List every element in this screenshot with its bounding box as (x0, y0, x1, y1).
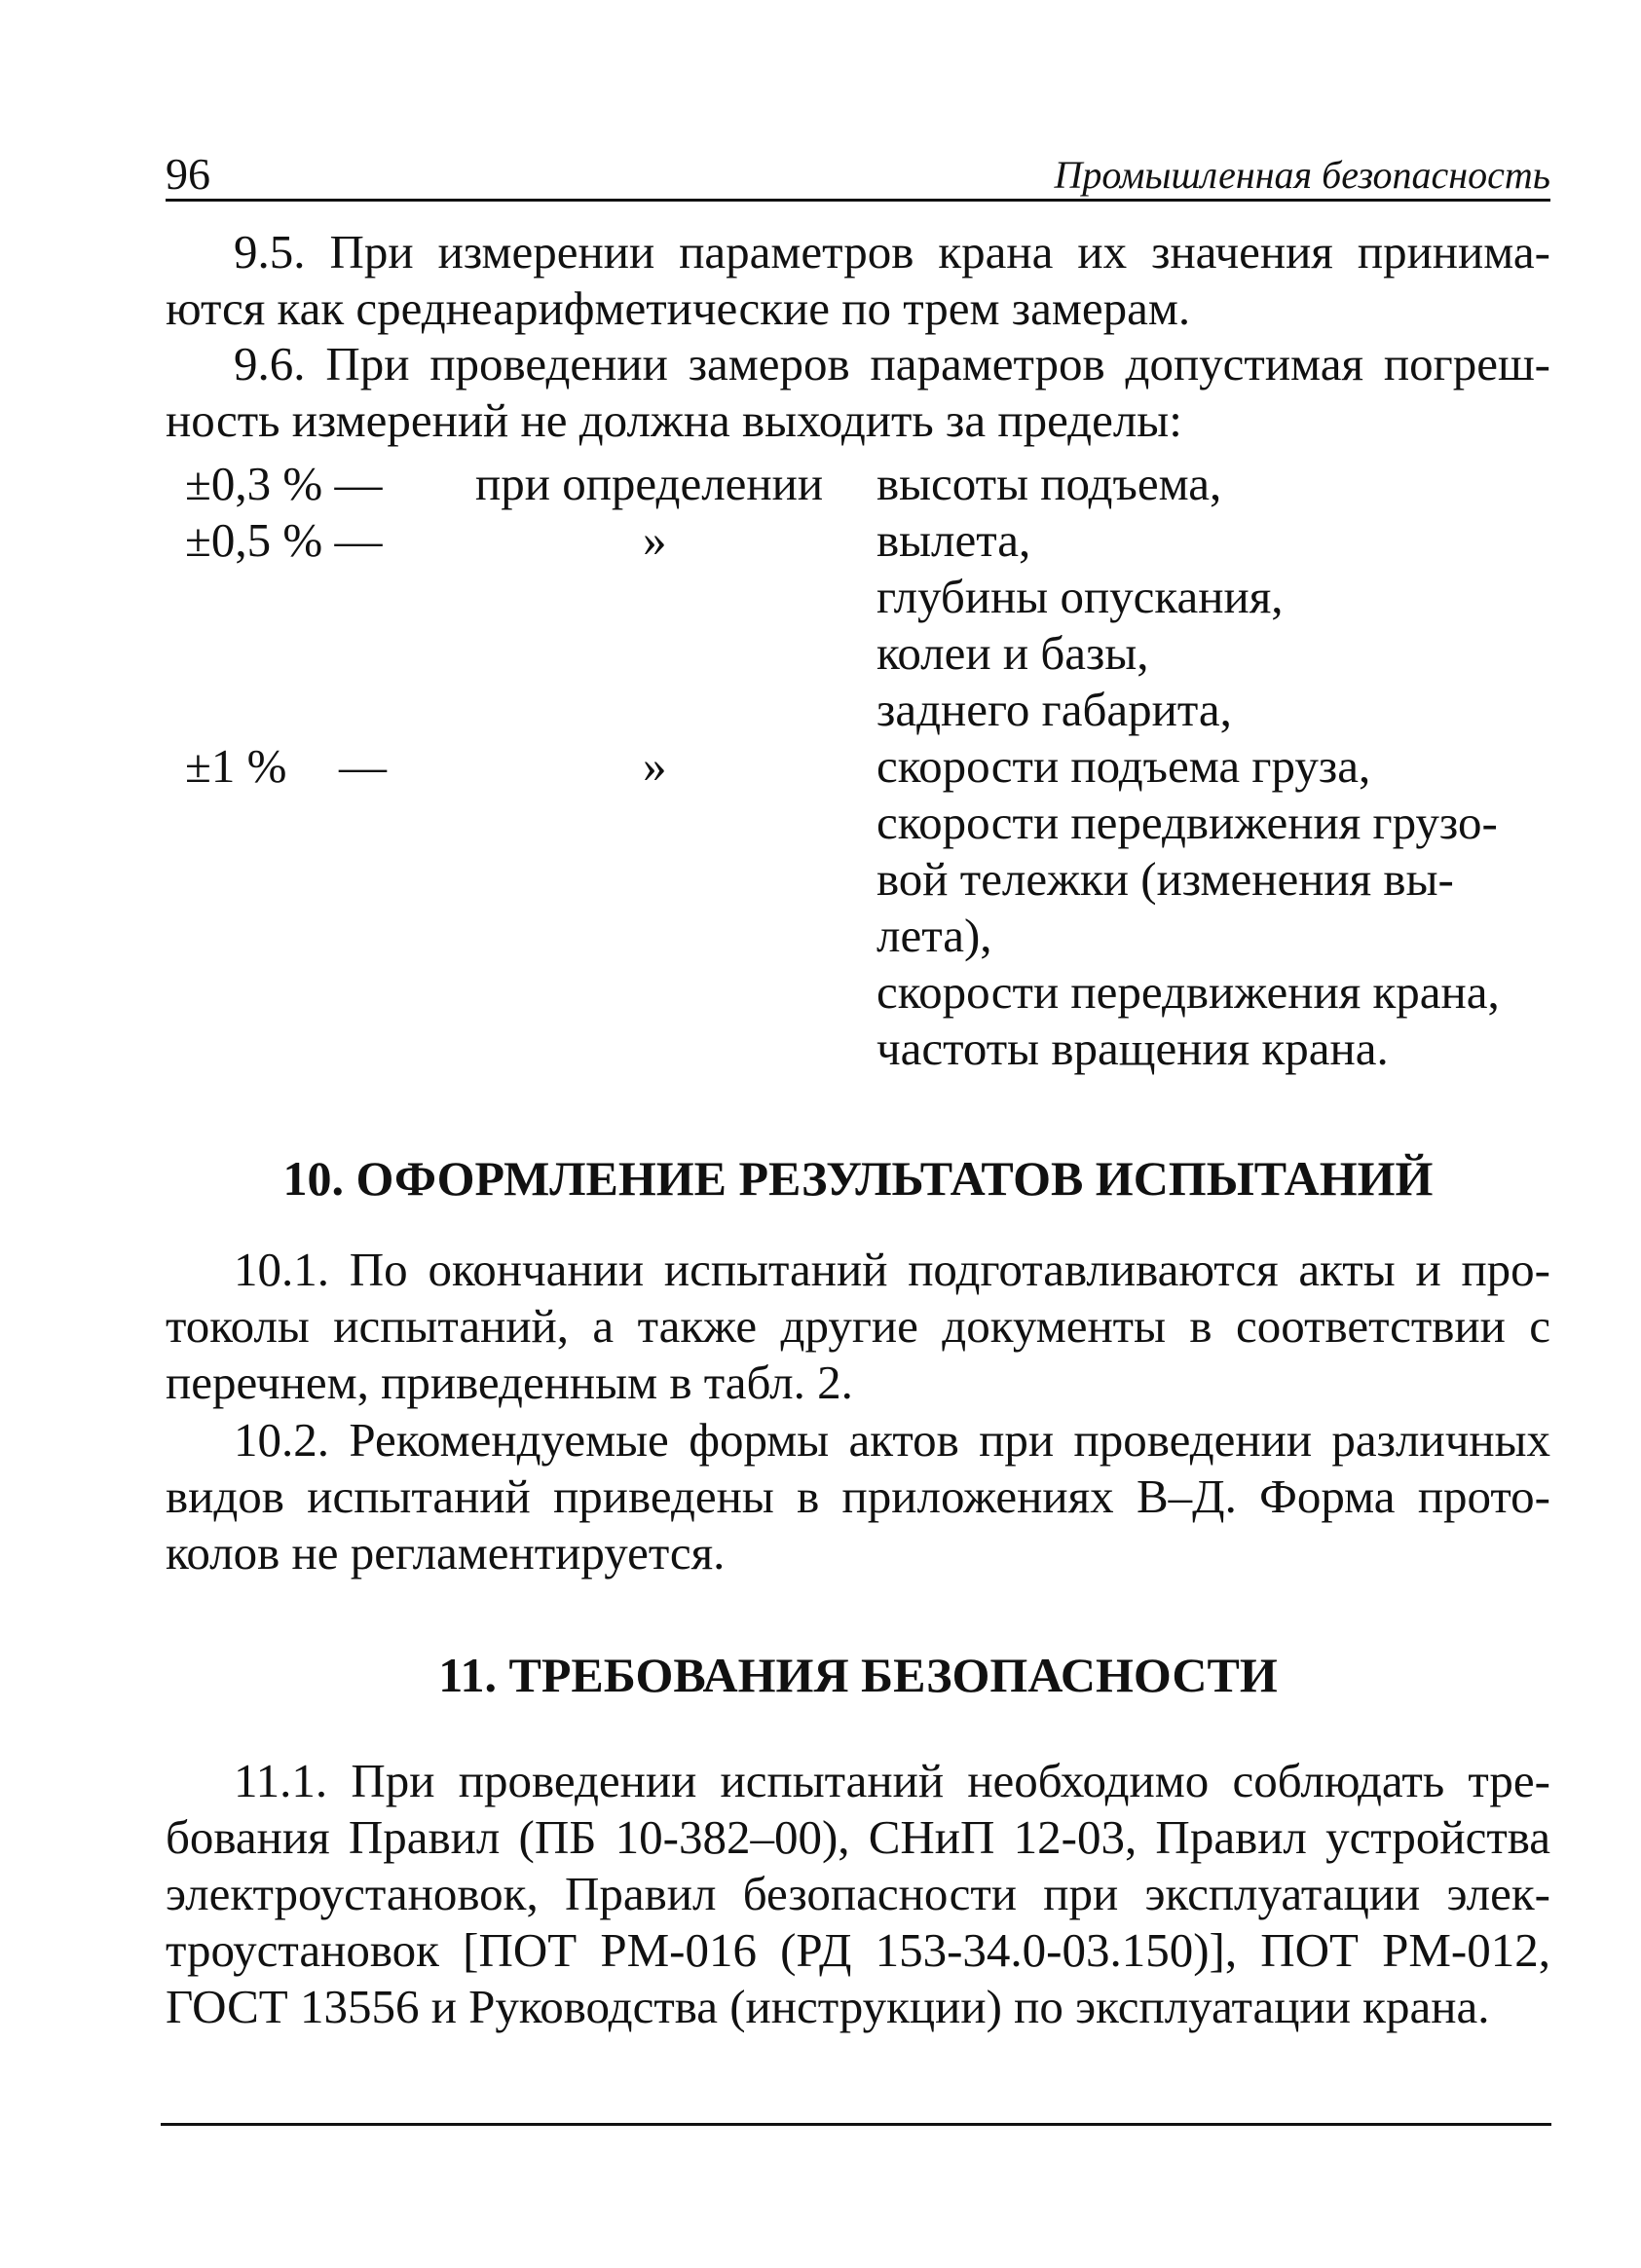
paragraph-line: ГОСТ 13556 и Руководства (инструкции) по эксплуатации крана. (166, 1980, 1490, 2033)
paragraph-11-1 (166, 1753, 1550, 2035)
tolerance-item: частоты вращения крана. (876, 1022, 1389, 1075)
section-10-title: 10. ОФОРМЛЕНИЕ РЕЗУЛЬТАТОВ ИСПЫТАНИЙ (282, 1151, 1434, 1206)
tolerance-row (166, 964, 1550, 1021)
tolerance-value: ±0,3 % — (185, 457, 383, 510)
tolerance-row (166, 908, 1550, 964)
paragraph-line: бования Правил (ПБ 10-382–00), СНиП 12-03, Правил устройства (166, 1810, 1550, 1864)
paragraph-line: перечнем, приведенным в табл. 2. (166, 1356, 853, 1409)
paragraph-9-6 (166, 336, 1550, 449)
tolerance-item: вылета, (876, 513, 1031, 567)
tolerance-item: высоты подъема, (876, 457, 1222, 510)
paragraph-line: 11.1. При проведении испытаний необходимо соблюдать тре- (234, 1754, 1550, 1807)
tolerance-row (166, 625, 1550, 682)
tolerance-row (166, 738, 1550, 795)
footer-rule (161, 2123, 1551, 2126)
page-number: 96 (166, 149, 210, 199)
tolerance-item: вой тележки (изменения вы- (876, 852, 1454, 906)
tolerance-item: глубины опускания, (876, 570, 1284, 623)
tolerance-item: скорости передвижения грузо- (876, 796, 1498, 849)
tolerance-item: колеи и базы, (876, 626, 1149, 680)
tolerance-value: ±1 % (185, 739, 287, 793)
paragraph-line: видов испытаний приведены в приложениях В–Д. Форма прото- (166, 1469, 1550, 1523)
paragraph-line: ются как среднеарифметические по трем замерам. (166, 281, 1191, 335)
paragraph-line: колов не регламентируется. (166, 1526, 726, 1580)
paragraph-10-1 (166, 1242, 1550, 1411)
paragraph-line: токолы испытаний, а также другие документы в соответствии с (166, 1299, 1550, 1353)
page-header (166, 140, 1550, 202)
paragraph-line: 9.5. При измерении параметров крана их значения принима- (234, 225, 1550, 279)
paragraph-line: ность измерений не должна выходить за пределы: (166, 393, 1182, 447)
section-11-title: 11. ТРЕБОВАНИЯ БЕЗОПАСНОСТИ (438, 1648, 1278, 1702)
paragraph-line: троустановок [ПОТ РМ-016 (РД 153-34.0-03.150)], ПОТ РМ-012, (166, 1923, 1550, 1977)
tolerance-row (166, 456, 1550, 512)
tolerance-row (166, 569, 1550, 625)
tolerance-row (166, 512, 1550, 569)
tolerance-row (166, 682, 1550, 738)
tolerance-item: заднего габарита, (876, 683, 1232, 736)
tolerance-condition: при определении (475, 457, 824, 510)
tolerance-value: ±0,5 % — (185, 513, 383, 567)
tolerance-dash: — (339, 739, 387, 793)
tolerance-item: лета), (876, 909, 992, 962)
paragraph-line: электроустановок, Правил безопасности при эксплуатации элек- (166, 1867, 1550, 1920)
tolerance-item: скорости передвижения крана, (876, 965, 1500, 1019)
paragraph-10-2 (166, 1412, 1550, 1581)
paragraph-9-5 (166, 224, 1550, 337)
tolerance-row (166, 795, 1550, 851)
tolerance-row (166, 1021, 1550, 1077)
paragraph-line: 10.2. Рекомендуемые формы актов при проведении различных (234, 1413, 1550, 1467)
paragraph-line: 10.1. По окончании испытаний подготавливаются акты и про- (234, 1243, 1550, 1296)
tolerance-item: скорости подъема груза, (876, 739, 1371, 793)
tolerance-row (166, 851, 1550, 908)
paragraph-line: 9.6. При проведении замеров параметров допустимая погреш- (234, 337, 1550, 390)
ditto-mark: » (643, 739, 667, 793)
ditto-mark: » (643, 513, 667, 567)
running-title: Промышленная безопасность (1054, 153, 1550, 197)
